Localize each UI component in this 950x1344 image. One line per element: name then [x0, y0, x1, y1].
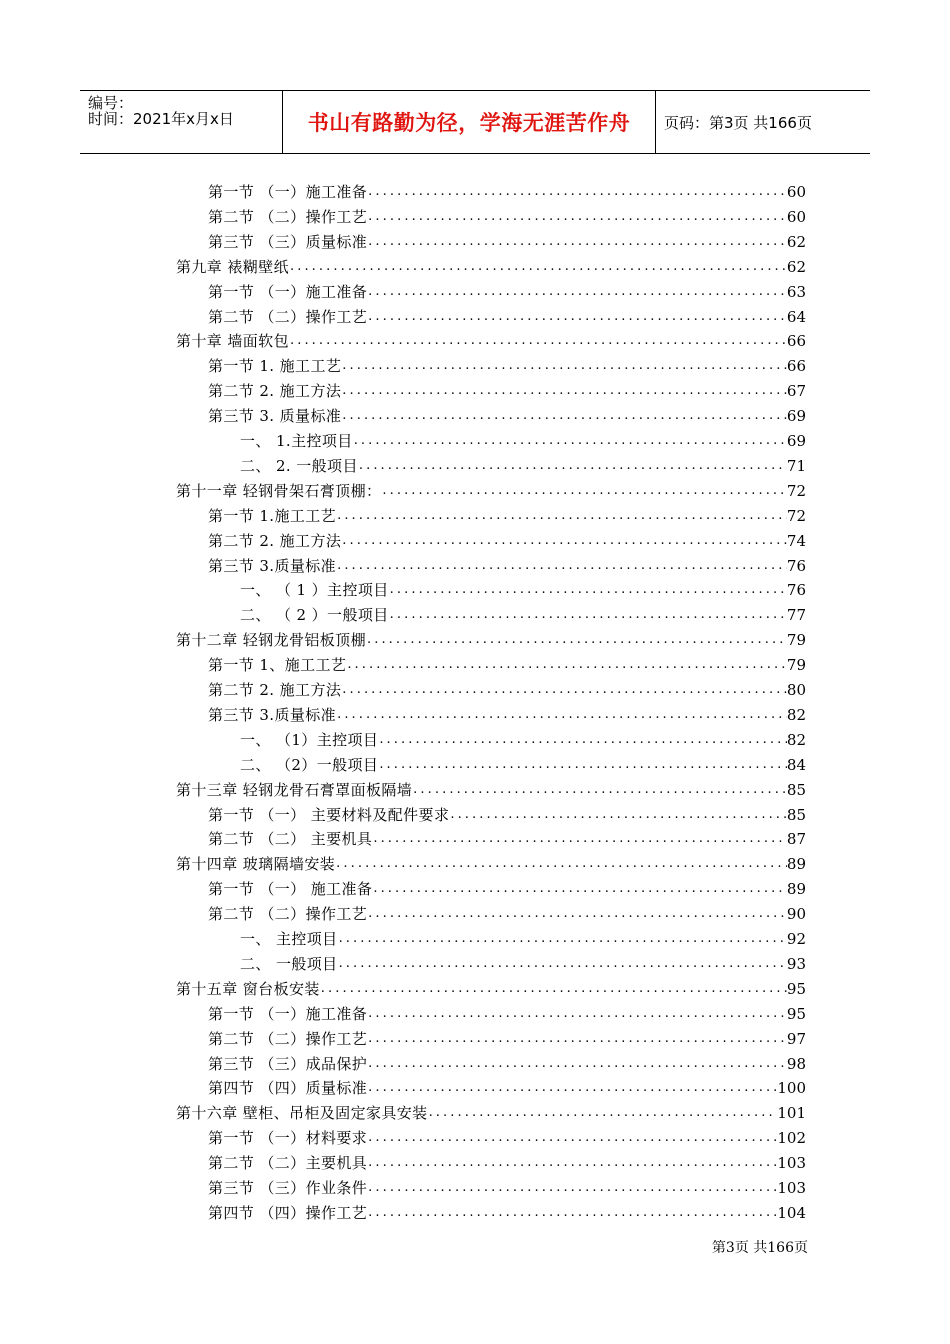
toc-entry[interactable] [208, 229, 806, 253]
toc-entry-page: 79 [786, 631, 806, 650]
toc-entry-title: 第十六章 壁柜、吊柜及固定家具安装 [176, 1104, 428, 1123]
toc-entry[interactable] [208, 503, 806, 527]
toc-entry[interactable] [176, 976, 806, 1000]
toc-entry-title: 第三节 3.质量标准 [208, 705, 337, 724]
toc-entry-page: 80 [786, 681, 806, 699]
toc-dot-leader [367, 1053, 787, 1075]
toc-entry[interactable] [240, 602, 806, 626]
toc-entry-page: 72 [786, 506, 806, 525]
toc-entry-page: 104 [777, 1203, 806, 1222]
toc-entry[interactable] [208, 901, 806, 925]
toc-entry-title: 第二节 （二）操作工艺 [208, 207, 368, 226]
toc-dot-leader [367, 1152, 777, 1174]
toc-entry-title: 第三节 3. 质量标准 [208, 407, 342, 426]
toc-entry[interactable] [208, 553, 806, 577]
toc-entry-title: 第十章 墙面软包 [176, 332, 289, 351]
toc-entry-page: 97 [786, 1029, 806, 1048]
toc-dot-leader [367, 903, 787, 925]
toc-dot-leader [336, 704, 787, 726]
toc-entry-page: 76 [786, 556, 806, 575]
toc-entry-title: 第三节 3.质量标准 [208, 556, 337, 575]
toc-entry-page: 95 [786, 979, 806, 998]
toc-entry-title: 第二节 （二） 主要机具 [208, 830, 373, 849]
toc-dot-leader [358, 455, 787, 477]
toc-entry-page: 98 [786, 1054, 806, 1073]
toc-entry[interactable] [208, 528, 806, 552]
toc-entry-title: 第二节 （二）操作工艺 [208, 1029, 368, 1048]
toc-entry[interactable] [208, 1051, 806, 1075]
toc-dot-leader [320, 978, 787, 1000]
toc-entry-title: 第一节 1. 施工工艺 [208, 357, 342, 376]
toc-entry-title: 第三节 （三）质量标准 [208, 232, 368, 251]
toc-entry-title: 第二节 （二）操作工艺 [208, 307, 368, 326]
toc-entry-page: 71 [786, 456, 806, 475]
toc-entry-page: 77 [786, 606, 806, 625]
toc-entry-title: 第二节 （二）操作工艺 [208, 905, 368, 924]
toc-entry[interactable] [208, 204, 806, 228]
toc-entry-page: 62 [786, 257, 806, 276]
toc-dot-leader [335, 853, 787, 875]
toc-entry[interactable] [208, 179, 806, 203]
toc-entry-title: 第二节 2. 施工方法 [208, 531, 342, 550]
toc-entry[interactable] [208, 304, 806, 328]
toc-entry-page: 67 [786, 382, 806, 401]
toc-entry[interactable] [208, 1150, 806, 1174]
toc-dot-leader [367, 1127, 777, 1149]
toc-entry-title: 第十五章 窗台板安装 [176, 979, 320, 998]
toc-dot-leader [367, 1077, 777, 1099]
toc-entry-page: 84 [786, 755, 806, 774]
toc-entry[interactable] [240, 951, 806, 975]
toc-dot-leader [367, 231, 787, 253]
toc-entry-title: 第一节 （一） 主要材料及配件要求 [208, 805, 450, 824]
toc-entry-title: 第一节 1.施工工艺 [208, 506, 337, 525]
toc-dot-leader [289, 256, 787, 278]
toc-entry[interactable] [176, 328, 806, 352]
toc-entry-page: 85 [786, 780, 806, 799]
toc-dot-leader [412, 779, 787, 801]
toc-dot-leader [289, 330, 787, 352]
toc-entry-page: 79 [786, 656, 806, 675]
toc-entry-title: 第一节 （一）施工准备 [208, 282, 368, 301]
toc-entry-page: 66 [786, 357, 806, 376]
toc-entry-page: 87 [786, 830, 806, 849]
toc-entry[interactable] [208, 1200, 806, 1224]
page-footer: 第3页 共166页 [711, 1240, 808, 1256]
toc-entry-page: 60 [786, 183, 806, 201]
toc-dot-leader [378, 729, 787, 751]
toc-entry-title: 一、 （ 1 ）主控项目 [240, 581, 389, 600]
toc-entry-page: 89 [786, 880, 806, 899]
toc-entry-page: 95 [786, 1004, 806, 1023]
toc-entry[interactable] [176, 777, 806, 801]
toc-entry-page: 90 [786, 905, 806, 924]
toc-entry[interactable] [208, 378, 806, 402]
toc-entry-page: 66 [786, 332, 806, 351]
toc-entry-title: 二、 2. 一般项目 [240, 456, 358, 475]
toc-entry-title: 第四节 （四）质量标准 [208, 1079, 368, 1098]
toc-entry[interactable] [208, 279, 806, 303]
toc-entry[interactable] [240, 577, 806, 601]
toc-entry[interactable] [208, 1001, 806, 1025]
toc-entry[interactable] [176, 851, 806, 875]
toc-dot-leader [336, 555, 787, 577]
toc-dot-leader [367, 1202, 777, 1224]
toc-entry-title: 第九章 裱糊壁纸 [176, 257, 289, 276]
toc-entry-page: 64 [786, 307, 806, 326]
toc-entry-page: 100 [777, 1079, 806, 1098]
toc-entry-title: 第二节 2. 施工方法 [208, 382, 342, 401]
toc-entry[interactable] [240, 453, 806, 477]
toc-dot-leader [389, 604, 787, 626]
toc-entry[interactable] [240, 727, 806, 751]
toc-entry[interactable] [176, 478, 806, 502]
toc-entry-title: 一、 1.主控项目 [240, 432, 353, 450]
toc-entry-title: 第十二章 轻钢龙骨铝板顶棚 [176, 631, 366, 650]
toc-entry[interactable] [176, 254, 806, 278]
toc-dot-leader [341, 355, 787, 377]
toc-entry-title: 第一节 1、施工工艺 [208, 656, 347, 675]
toc-dot-leader [378, 754, 787, 776]
toc-dot-leader [372, 878, 787, 900]
toc-entry-title: 第三节 （三）成品保护 [208, 1054, 368, 1073]
page-header [80, 90, 870, 154]
toc-entry[interactable] [208, 353, 806, 377]
toc-dot-leader [367, 281, 787, 303]
toc-dot-leader [367, 181, 787, 203]
toc-entry-title: 第二节 （二）主要机具 [208, 1154, 368, 1173]
toc-dot-leader [338, 953, 787, 975]
toc-entry-page: 102 [777, 1129, 806, 1148]
toc-entry-page: 101 [777, 1104, 806, 1123]
toc-entry[interactable] [208, 702, 806, 726]
toc-entry[interactable] [240, 752, 806, 776]
toc-dot-leader [341, 405, 787, 427]
toc-entry[interactable] [208, 1125, 806, 1149]
toc-entry-title: 二、 （2）一般项目 [240, 755, 379, 774]
toc-entry[interactable] [208, 826, 806, 850]
toc-entry-title: 第一节 （一）材料要求 [208, 1129, 368, 1148]
toc-entry-title: 第十四章 玻璃隔墙安装 [176, 855, 336, 874]
toc-entry[interactable] [208, 677, 806, 701]
toc-entry-title: 一、 （1）主控项目 [240, 730, 379, 749]
toc-entry[interactable] [240, 428, 806, 452]
header-motto: 书山有路勤为径，学海无涯苦作舟 [282, 91, 656, 153]
toc-entry-page: 85 [786, 805, 806, 824]
toc-entry[interactable] [176, 627, 806, 651]
toc-dot-leader [341, 530, 787, 552]
toc-entry-page: 82 [786, 730, 806, 749]
toc-dot-leader [428, 1102, 778, 1124]
toc-dot-leader [389, 579, 787, 601]
toc-entry-title: 二、 （ 2 ）一般项目 [240, 606, 389, 625]
toc-entry-title: 第十三章 轻钢龙骨石膏罩面板隔墙 [176, 780, 413, 799]
toc-entry-title: 第二节 2. 施工方法 [208, 681, 342, 699]
toc-entry-title: 二、 一般项目 [240, 954, 338, 973]
toc-entry[interactable] [208, 1075, 806, 1099]
toc-dot-leader [366, 629, 787, 651]
toc-entry-page: 63 [786, 282, 806, 301]
toc-entry[interactable] [176, 1100, 806, 1124]
toc-entry-title: 一、 主控项目 [240, 930, 338, 948]
toc-entry-page: 82 [786, 705, 806, 724]
toc-dot-leader [367, 1003, 787, 1025]
toc-dot-leader [341, 380, 787, 402]
toc-entry-title: 第三节 （三）作业条件 [208, 1179, 368, 1197]
toc-entry[interactable] [208, 403, 806, 427]
toc-entry-page: 72 [786, 481, 806, 500]
toc-entry-title: 第一节 （一）施工准备 [208, 1004, 368, 1023]
toc-dot-leader [367, 306, 787, 328]
toc-dot-leader [367, 1028, 787, 1050]
header-meta [80, 91, 282, 153]
toc-dot-leader [381, 480, 787, 502]
toc-entry-page: 89 [786, 855, 806, 874]
toc-entry-page: 74 [786, 531, 806, 550]
toc-dot-leader [367, 1177, 777, 1199]
toc-entry-page: 62 [786, 232, 806, 251]
toc-entry-page: 92 [786, 930, 806, 948]
toc-entry[interactable] [240, 926, 806, 950]
toc-entry-title: 第四节 （四）操作工艺 [208, 1203, 368, 1222]
toc-entry-page: 103 [777, 1179, 806, 1197]
toc-entry[interactable] [208, 652, 806, 676]
toc-dot-leader [336, 505, 787, 527]
toc-dot-leader [346, 654, 787, 676]
toc-entry-title: 第十一章 轻钢骨架石膏顶棚： [176, 481, 382, 500]
toc-entry-page: 76 [786, 581, 806, 600]
toc-dot-leader [338, 928, 787, 950]
toc-entry-page: 103 [777, 1154, 806, 1173]
header-page-label: 页码：第3页 共166页 [664, 113, 812, 132]
toc-entry-title: 第一节 （一） 施工准备 [208, 880, 373, 899]
toc-dot-leader [372, 828, 787, 850]
toc-entry[interactable] [208, 802, 806, 826]
time-label: 时间：2021年x月x日 [88, 110, 234, 128]
toc-dot-leader [341, 679, 787, 701]
toc-entry-page: 93 [786, 954, 806, 973]
toc-entry-title: 第一节 （一）施工准备 [208, 183, 368, 201]
toc-entry-page: 69 [786, 432, 806, 450]
toc-entry[interactable] [208, 1175, 806, 1199]
toc-entry-page: 60 [786, 207, 806, 226]
toc-entry-page: 69 [786, 407, 806, 426]
toc-dot-leader [449, 804, 787, 826]
code-label: 编号： [88, 94, 134, 112]
toc-entry[interactable] [208, 1026, 806, 1050]
toc-entry[interactable] [208, 876, 806, 900]
toc-dot-leader [367, 206, 787, 228]
toc-dot-leader [353, 430, 787, 452]
